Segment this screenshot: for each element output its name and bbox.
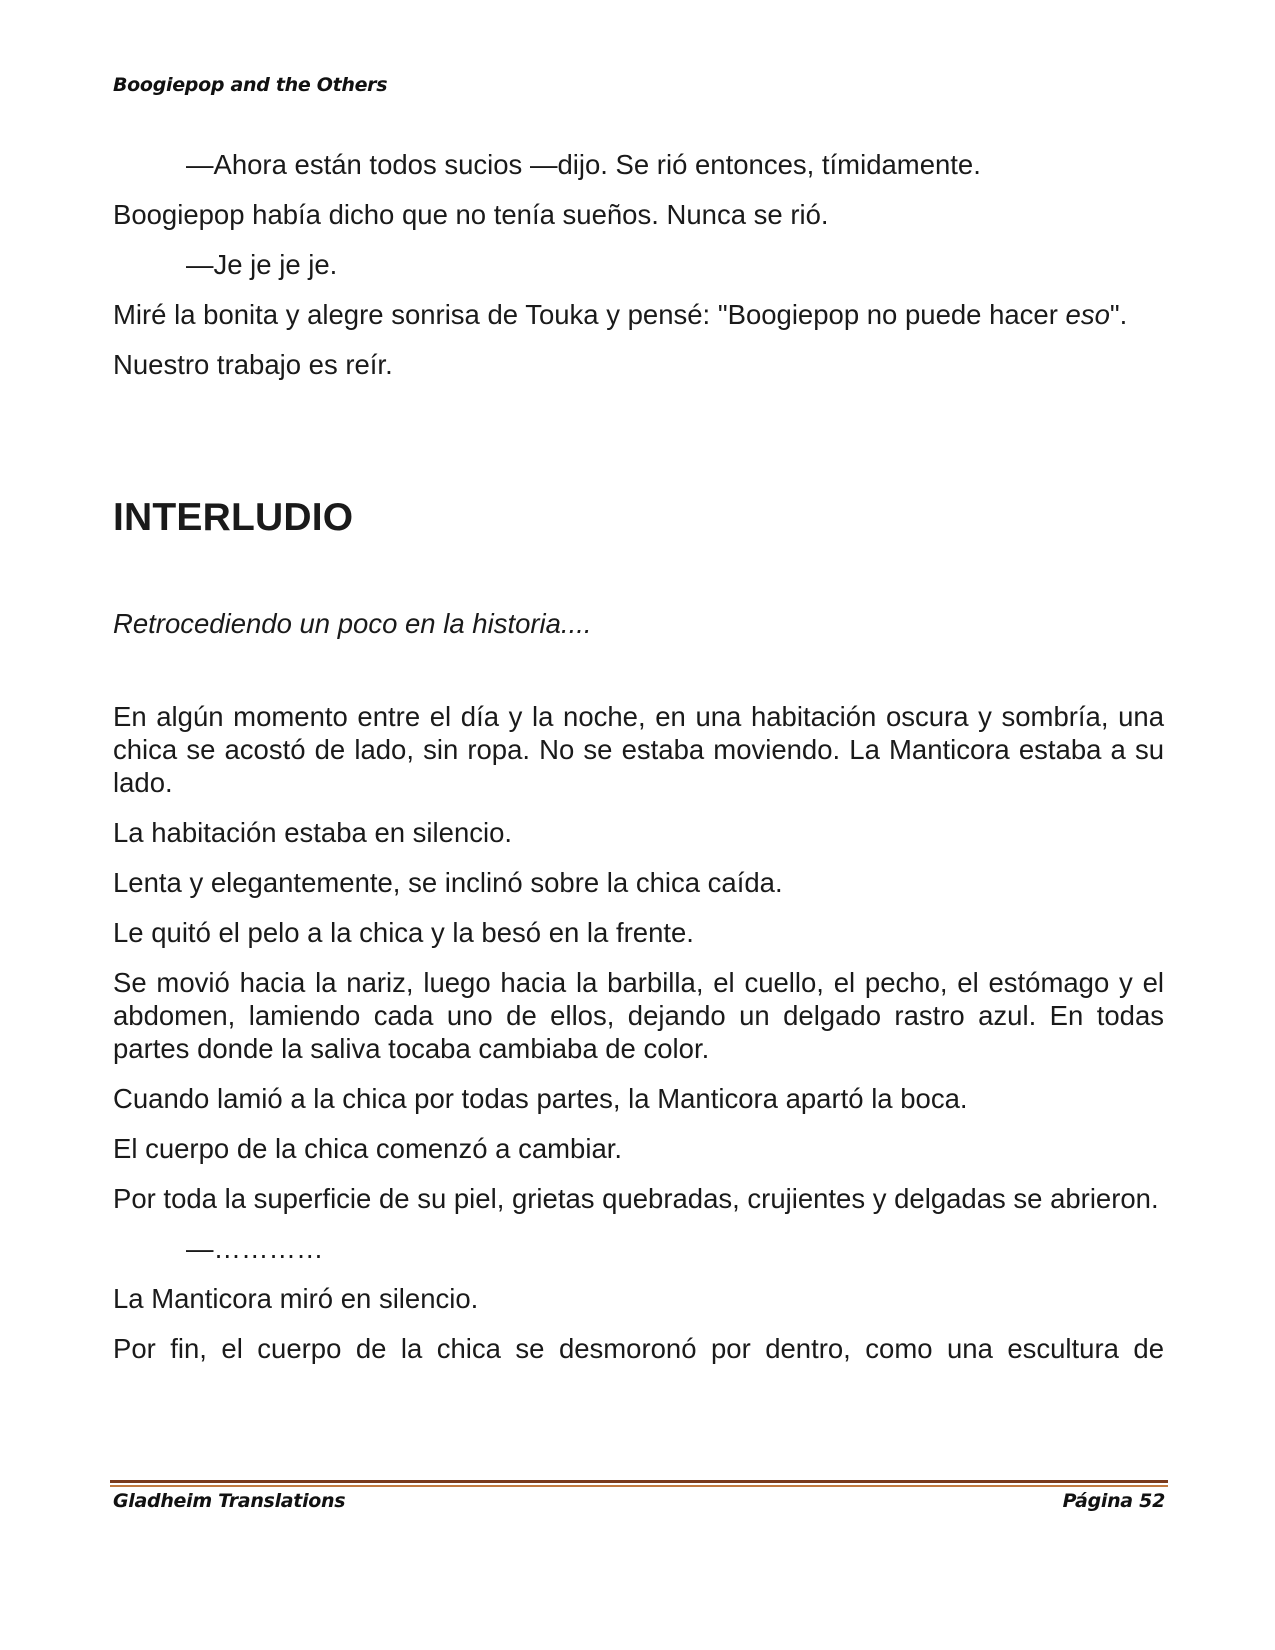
footer-rule-dark	[110, 1480, 1168, 1483]
chapter-title: INTERLUDIO	[113, 496, 354, 539]
paragraph: Lenta y elegantemente, se inclinó sobre la chica caída.	[113, 867, 783, 898]
paragraph: —Ahora están todos sucios —dijo. Se rió entonces, tímidamente.	[186, 149, 981, 180]
paragraph: —…………	[186, 1233, 324, 1264]
paragraph: Cuando lamió a la chica por todas partes, la Manticora apartó la boca.	[113, 1083, 968, 1114]
footer-rule-light	[110, 1485, 1168, 1487]
paragraph: En algún momento entre el día y la noche, en una habitación oscura y sombría, una chica se acostó de lado, sin ropa. No se estaba moviendo. La Manticora estaba a su lado.	[113, 701, 1164, 798]
paragraph: La habitación estaba en silencio.	[113, 817, 513, 848]
running-header: Boogiepop and the Others	[113, 74, 388, 96]
paragraph: Le quitó el pelo a la chica y la besó en la frente.	[113, 917, 694, 948]
emphasis-text: eso	[1065, 299, 1110, 330]
paragraph: Nuestro trabajo es reír.	[113, 349, 393, 380]
paragraph: —Je je je je.	[186, 249, 338, 280]
paragraph: El cuerpo de la chica comenzó a cambiar.	[113, 1133, 623, 1164]
paragraph-text-end: ".	[1109, 299, 1128, 330]
footer-page-number: Página 52	[1062, 1490, 1165, 1512]
paragraph: Por fin, el cuerpo de la chica se desmoronó por dentro, como una escultura de	[113, 1333, 1164, 1364]
page-body	[113, 148, 1164, 1382]
paragraph: La Manticora miró en silencio.	[113, 1283, 479, 1314]
footer-rule	[110, 1480, 1168, 1487]
paragraph-text: Miré la bonita y alegre sonrisa de Touka y pensé: "Boogiepop no puede hacer	[113, 299, 1066, 330]
paragraph: Por toda la superficie de su piel, grietas quebradas, crujientes y delgadas se abrieron.	[113, 1183, 1159, 1214]
paragraph	[113, 298, 1164, 331]
paragraph: Boogiepop había dicho que no tenía sueños. Nunca se rió.	[113, 199, 829, 230]
chapter-subtitle: Retrocediendo un poco en la historia....	[113, 608, 592, 639]
paragraph: Se movió hacia la nariz, luego hacia la barbilla, el cuello, el pecho, el estómago y el abdomen, lamiendo cada uno de ellos, dejando un delgado rastro azul. En todas partes donde la saliva tocaba cambiaba de color.	[113, 967, 1164, 1064]
footer-publisher: Gladheim Translations	[113, 1490, 346, 1512]
